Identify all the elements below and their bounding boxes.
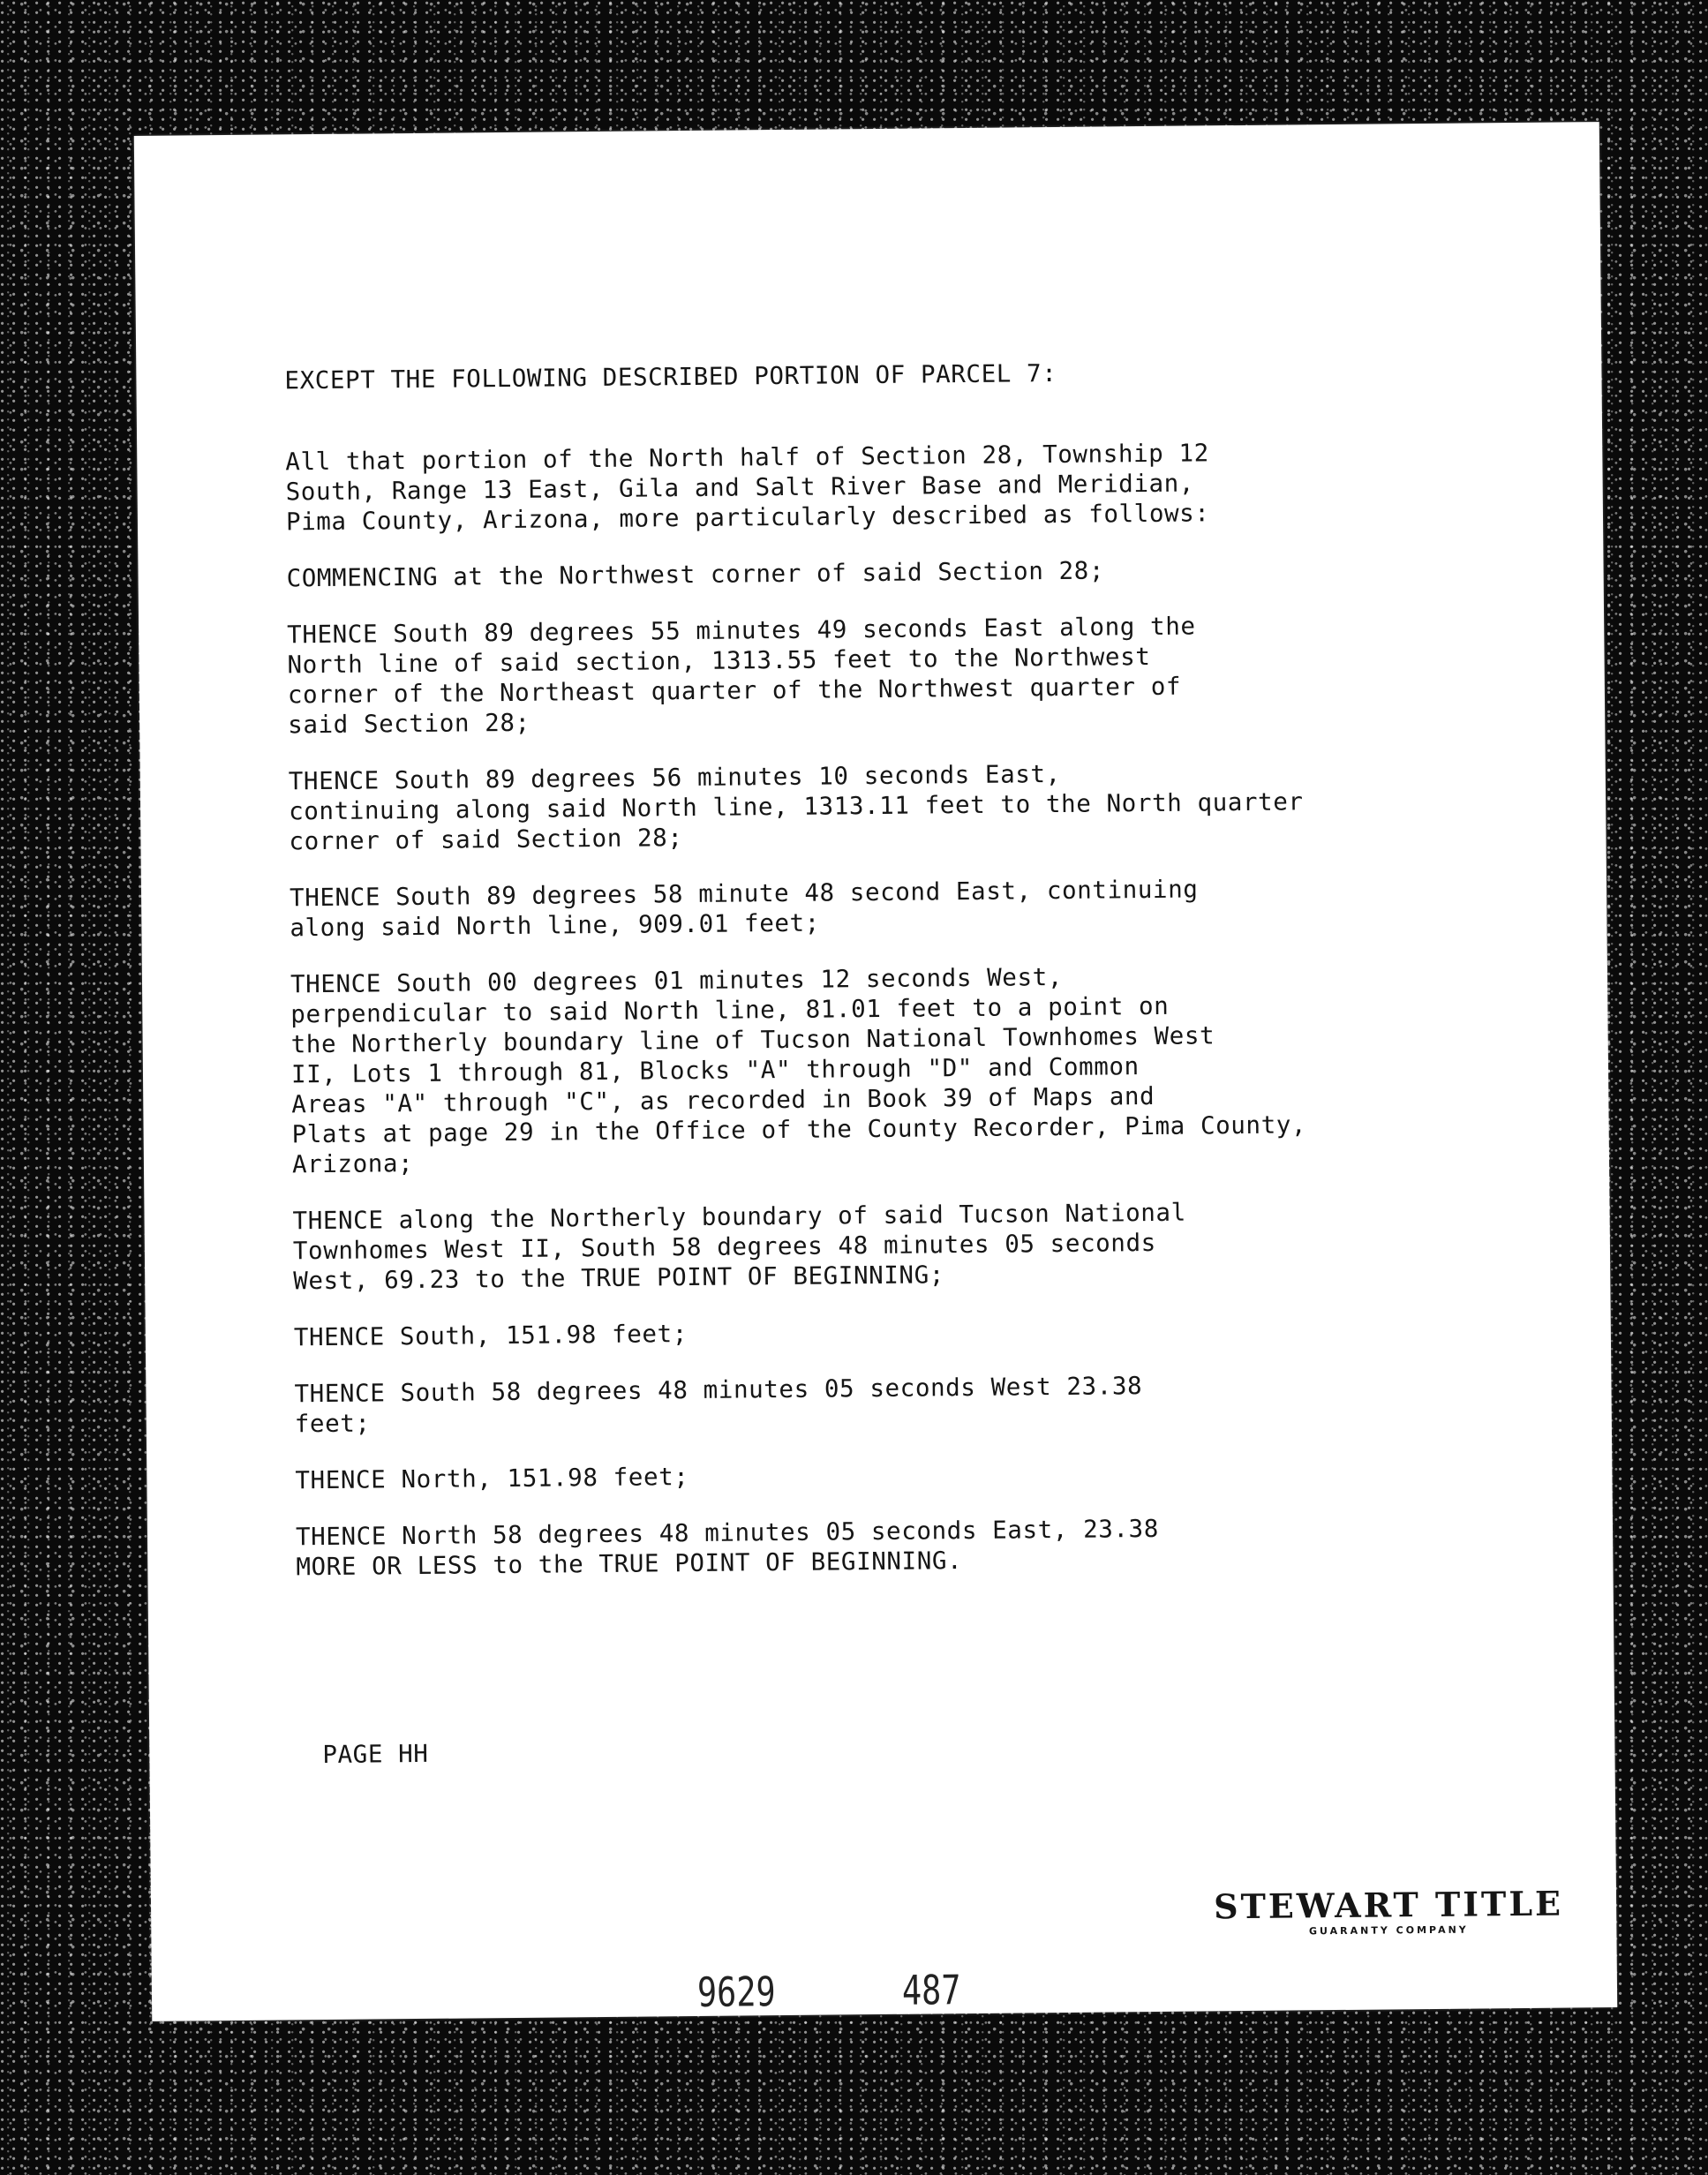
- document-page: [134, 122, 1617, 2021]
- paragraph-thence-8: THENCE North, 151.98 feet;: [295, 1463, 689, 1495]
- page-label: PAGE HH: [322, 1739, 429, 1770]
- paragraph-commencing: COMMENCING at the Northwest corner of said Section 28;: [286, 556, 1105, 593]
- paragraph-intro: All that portion of the North half of Section 28, Township 12 South, Range 13 East, Gila and Salt River Base and Meridian, Pima County, Arizona, more particularly described as follows:: [285, 439, 1210, 537]
- book-number-stamp: 9629: [696, 1968, 776, 2016]
- document-heading: EXCEPT THE FOLLOWING DESCRIBED PORTION OF PARCEL 7:: [284, 358, 1057, 395]
- page-number-stamp: 487: [901, 1966, 961, 2014]
- paragraph-thence-1: THENCE South 89 degrees 55 minutes 49 seconds East along the North line of said section, 1313.55 feet to the Northwest corner of the Northeast quarter of the Northwest quarter of said Section 28;: [287, 612, 1196, 740]
- logo-subtitle: GUARANTY COMPANY: [1308, 1923, 1469, 1938]
- paragraph-thence-6: THENCE South, 151.98 feet;: [293, 1320, 688, 1352]
- legal-description: [284, 354, 1531, 1608]
- paragraph-thence-9: THENCE North 58 degrees 48 minutes 05 seconds East, 23.38 MORE OR LESS to the TRUE POINT OF BEGINNING.: [295, 1514, 1160, 1582]
- logo-name: STEWART TITLE: [1213, 1883, 1564, 1927]
- paragraph-thence-2: THENCE South 89 degrees 56 minutes 10 seconds East, continuing along said North line, 1313.11 feet to the North quarter corner of said Section 28;: [288, 759, 1304, 856]
- paragraph-thence-4: THENCE South 00 degrees 01 minutes 12 seconds West, perpendicular to said North line, 81.01 feet to a point on the Northerly boundary line of Tucson National Townhomes West II, Lots 1 through 81, Blocks "A" through "D" and Common Areas "A" through "C", as recorded in Book 39 of Maps and Plats at page 29 in the Office of the County Recorder, Pima County, Arizona;: [290, 962, 1307, 1179]
- paragraph-thence-7: THENCE South 58 degrees 48 minutes 05 seconds West 23.38 feet;: [294, 1372, 1143, 1439]
- paragraph-thence-3: THENCE South 89 degrees 58 minute 48 second East, continuing along said North line, 909.01 feet;: [289, 875, 1199, 943]
- paragraph-thence-5: THENCE along the Northerly boundary of said Tucson National Townhomes West II, South 58 degrees 48 minutes 05 seconds West, 69.23 to the TRUE POINT OF BEGINNING;: [292, 1198, 1186, 1296]
- stewart-title-logo: [1212, 1883, 1566, 1938]
